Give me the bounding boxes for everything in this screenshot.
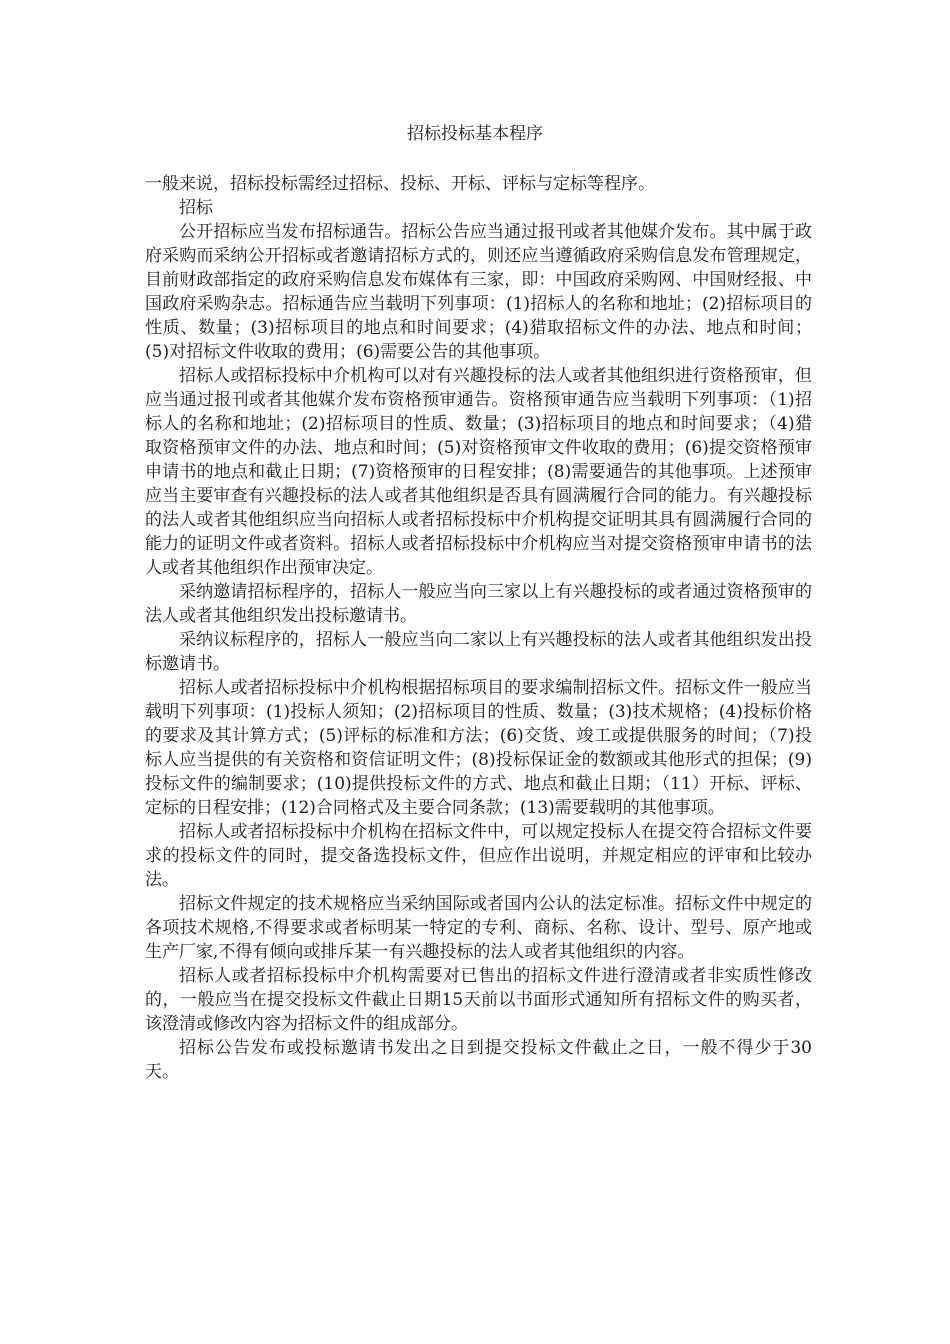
paragraph-deadline: 招标公告发布或投标邀请书发出之日到提交投标文件截止之日，一般不得少于30天。: [145, 1038, 812, 1082]
document-body: [145, 172, 812, 1084]
paragraph-prequalification: 招标人或招标投标中介机构可以对有兴趣投标的法人或者其他组织进行资格预审，但应当通过报刊或者其他媒介发布资格预审通告。资格预审通告应当载明下列事项：（1)招标人的名称和地址；(2)招标项目的性质、数量；(3)招标项目的地点和时间要求；（4)猎取资格预审文件的办法、地点和时间；(5)对资格预审文件收取的费用；(6)提交资格预审申请书的地点和截止日期；(7)资格预审的日程安排；(8)需要通告的其他事项。上述预审应当主要审查有兴趣投标的法人或者其他组织是否具有圆满履行合同的能力。有兴趣投标的法人或者其他组织应当向招标人或者招标投标中介机构提交证明其具有圆满履行合同的能力的证明文件或者资料。招标人或者招标投标中介机构应当对提交资格预审申请书的法人或者其他组织作出预审决定。: [145, 366, 812, 578]
paragraph-clarification: 招标人或者招标投标中介机构需要对已售出的招标文件进行澄清或者非实质性修改的，一般应当在提交投标文件截止日期15天前以书面形式通知所有招标文件的购买者，该澄清或修改内容为招标文件的组成部分。: [145, 966, 812, 1034]
paragraph-negotiated-tender: 采纳议标程序的，招标人一般应当向二家以上有兴趣投标的法人或者其他组织发出投标邀请书。: [145, 630, 812, 674]
intro-paragraph: 一般来说，招标投标需经过招标、投标、开标、评标与定标等程序。: [145, 174, 655, 194]
paragraph-alternative-bids: 招标人或者招标投标中介机构在招标文件中，可以规定投标人在提交符合招标文件要求的投标文件的同时，提交备选投标文件，但应作出说明，并规定相应的评审和比较办法。: [145, 822, 812, 890]
paragraph-tender-documents: 招标人或者招标投标中介机构根据招标项目的要求编制招标文件。招标文件一般应当载明下列事项：(1)投标人须知；(2)招标项目的性质、数量；(3)技术规格；(4)投标价格的要求及其计算方式；(5)评标的标准和方法；(6)交货、竣工或提供服务的时间；（7)投标人应当提供的有关资格和资信证明文件；(8)投标保证金的数额或其他形式的担保；(9)投标文件的编制要求；(10)提供投标文件的方式、地点和截止日期；（11）开标、评标、定标的日程安排；(12)合同格式及主要合同条款；(13)需要载明的其他事项。: [145, 678, 812, 818]
paragraph-invited-tender: 采纳邀请招标程序的，招标人一般应当向三家以上有兴趣投标的或者通过资格预审的法人或者其他组织发出投标邀请书。: [145, 582, 812, 626]
paragraph-technical-specs: 招标文件规定的技术规格应当采纳国际或者国内公认的法定标准。招标文件中规定的各项技术规格,不得要求或者标明某一特定的专利、商标、名称、设计、型号、原产地或生产厂家,不得有倾向或排斥某一有兴趣投标的法人或者其他组织的内容。: [145, 894, 812, 962]
paragraph-public-tender: 公开招标应当发布招标通告。招标公告应当通过报刊或者其他媒介发布。其中属于政府采购而采纳公开招标或者邀请招标方式的，则还应当遵循政府采购信息发布管理规定，目前财政部指定的政府采购信息发布媒体有三家，即：中国政府采购网、中国财经报、中国政府采购杂志。招标通告应当载明下列事项：(1)招标人的名称和地址；(2)招标项目的性质、数量；(3)招标项目的地点和时间要求；(4)猎取招标文件的办法、地点和时间；(5)对招标文件收取的费用；(6)需要公告的其他事项。: [145, 222, 812, 362]
section-heading: 招标: [179, 198, 213, 218]
document-title: 招标投标基本程序: [407, 124, 543, 144]
